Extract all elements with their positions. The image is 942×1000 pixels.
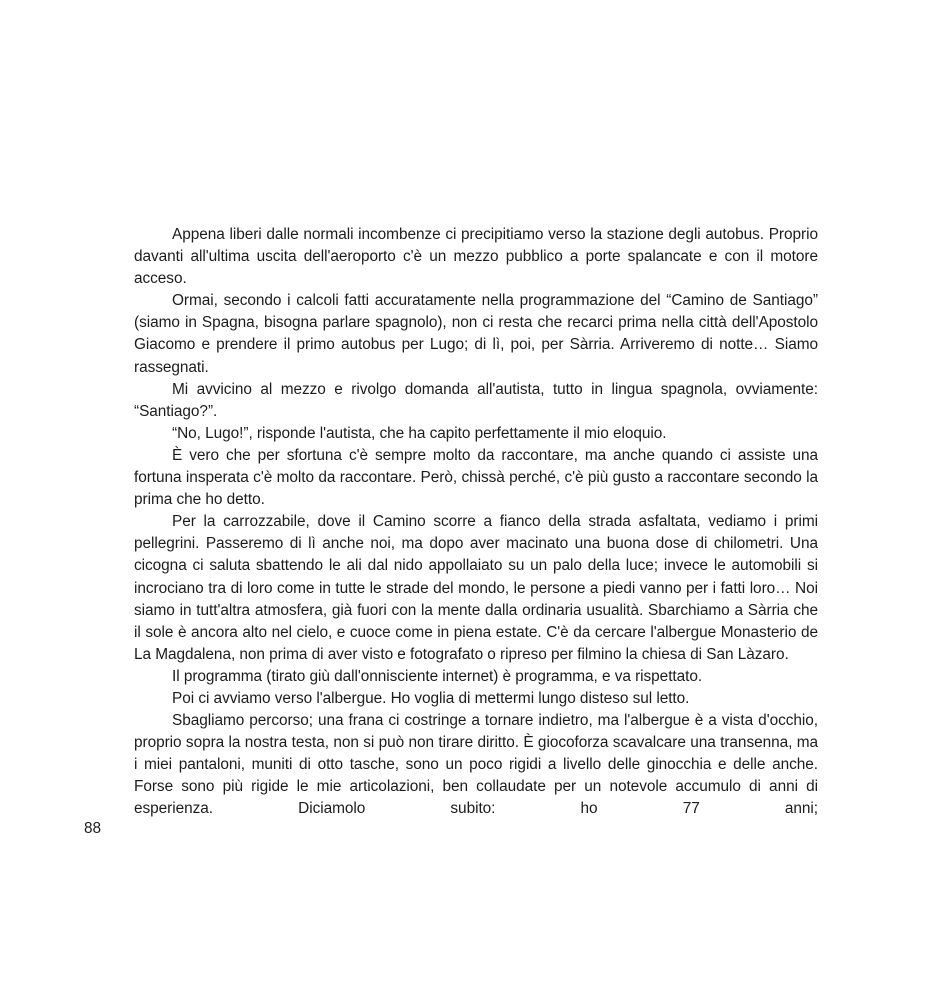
- body-text-column: [134, 224, 818, 843]
- paragraph: Per la carrozzabile, dove il Camino scorre a fianco della strada asfaltata, vediamo i primi pellegrini. Passeremo di lì anche noi, ma dopo aver macinato una buona dose di chilometri. Una cicogna ci saluta sbattendo le ali dal nido appollaiato su un palo della luce; invece le automobili si incrociano tra di loro come in tutte le strade del mondo, le persone a piedi vanno per i fatti loro… Noi siamo in tutt'altra atmosfera, già fuori con la mente dalla ordinaria usualità. Sbarchiamo a Sàrria che il sole è ancora alto nel cielo, e cuoce come in piena estate. C'è da cercare l'albergue Monasterio de La Magdalena, non prima di aver visto e fotografato o ripreso per filmino la chiesa di San Làzaro.: [134, 513, 818, 663]
- paragraph: Sbagliamo percorso; una frana ci costringe a tornare indietro, ma l'albergue è a vista d'occhio, proprio sopra la nostra testa, non si può non tirare diritto. È giocoforza scavalcare una transenna, ma i miei pantaloni, muniti di otto tasche, sono un poco rigidi a livello delle ginocchia e delle anche. Forse sono più rigide le mie articolazioni, ben collaudate per un notevole accumulo di anni di esperienza. Diciamolo subito: ho 77 anni;: [134, 712, 818, 818]
- page-number: 88: [84, 820, 102, 837]
- paragraph: Mi avvicino al mezzo e rivolgo domanda all'autista, tutto in lingua spagnola, ovviamente: “Santiago?”.: [134, 380, 818, 420]
- paragraph: Appena liberi dalle normali incombenze ci precipitiamo verso la stazione degli autobus. Proprio davanti all'ultima uscita dell'aeroporto c'è un mezzo pubblico a porte spalancate e con il motore acceso.: [134, 226, 818, 288]
- paragraph: “No, Lugo!”, risponde l'autista, che ha capito perfettamente il mio eloquio.: [172, 424, 667, 442]
- paragraph: Ormai, secondo i calcoli fatti accuratamente nella programmazione del “Camino de Santiago” (siamo in Spagna, bisogna parlare spagnolo), non ci resta che recarci prima nella città dell'Apostolo Giacomo e prendere il primo autobus per Lugo; di lì, poi, per Sàrria. Arriveremo di notte… Siamo rassegnati.: [134, 292, 818, 376]
- paragraph: Poi ci avviamo verso l'albergue. Ho voglia di mettermi lungo disteso sul letto.: [172, 689, 690, 707]
- paragraph: È vero che per sfortuna c'è sempre molto da raccontare, ma anche quando ci assiste una fortuna insperata c'è molto da raccontare. Però, chissà perché, c'è più gusto a raccontare secondo la prima che ho detto.: [134, 446, 818, 509]
- paragraph: Il programma (tirato giù dall'onnisciente internet) è programma, e va rispettato.: [172, 667, 703, 685]
